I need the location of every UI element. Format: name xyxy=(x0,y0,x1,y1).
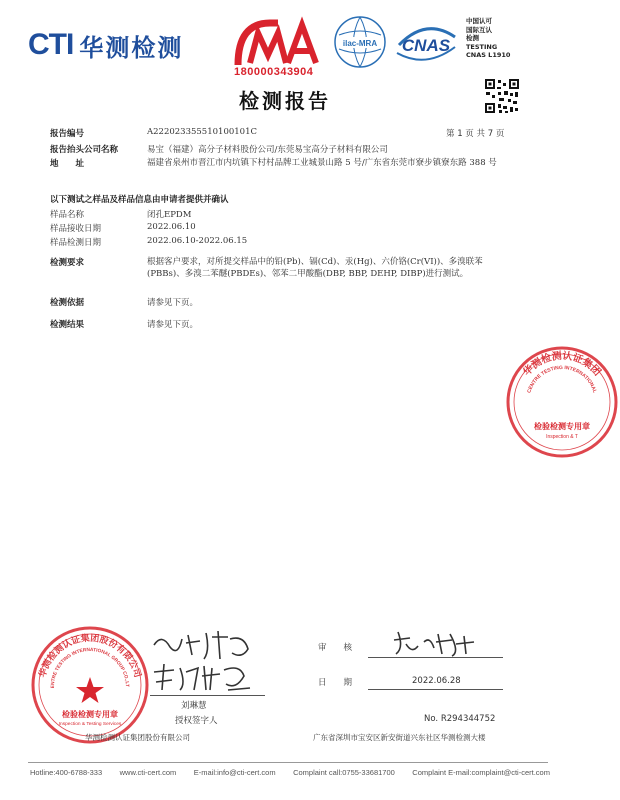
sample-test-value: 2022.06.10-2022.06.15 xyxy=(147,236,248,246)
requirements-label: 检测要求 xyxy=(50,258,85,268)
footer-divider xyxy=(28,762,548,763)
address-label: 地 址 xyxy=(50,159,85,169)
address-value: 福建省泉州市晋江市内坑镇下村村品牌工业城景山路 5 号/广东省东莞市寮步镇寮东路 388 号 xyxy=(147,158,497,168)
cnas-info-line: CNAS L1910 xyxy=(466,51,511,59)
report-number-label: 报告编号 xyxy=(50,129,85,139)
ilac-text: ilac-MRA xyxy=(342,39,378,48)
company-seal-icon xyxy=(30,625,150,745)
seal-left-text-top: 华测检测认证集团股份有限公司 xyxy=(37,633,143,679)
seal-right-text-en: CENTRE TESTING INTERNATIONAL xyxy=(526,364,598,394)
basis-value: 请参见下页。 xyxy=(147,298,199,308)
footer-website[interactable]: www.cti-cert.com xyxy=(119,768,177,777)
seal-left-text-en: ENTRE TESTING INTERNATIONAL GROUP CO.,LT xyxy=(50,647,130,689)
date-label: 日 期 xyxy=(318,678,353,688)
cnas-text: CNAS xyxy=(401,36,451,55)
cti-brand-latin: CTI xyxy=(28,28,74,61)
reviewer-signature-icon xyxy=(390,628,480,658)
cnas-info-line: 检测 xyxy=(466,34,479,42)
signature-bottom-icon xyxy=(150,660,260,696)
cti-brand-cn: 华测检测 xyxy=(79,33,184,62)
cma-number: 180000343904 xyxy=(234,66,314,78)
signer-title: 授权签字人 xyxy=(175,716,218,726)
signature-line xyxy=(150,695,265,696)
ilac-mra-logo-icon xyxy=(333,15,387,69)
sample-intro: 以下测试之样品及样品信息由申请者提供并确认 xyxy=(50,195,229,205)
company-value: 易宝（福建）高分子材料股份公司/东莞易宝高分子材料有限公司 xyxy=(147,145,388,155)
report-title: 检测报告 xyxy=(239,89,331,113)
footer-complaint-email[interactable]: Complaint E-mail:complaint@cti-cert.com xyxy=(412,768,550,777)
requirements-value: 根据客户要求，对所提交样品中的铅(Pb)、镉(Cd)、汞(Hg)、六价铬(Cr(VI))、多溴联苯(PBBs)、多溴二苯醚(PBDEs)、邻苯二甲酸酯(DBP, BBP, DEHP, DIBP)进行测试。 xyxy=(147,257,483,279)
sample-receive-value: 2022.06.10 xyxy=(147,222,196,232)
sample-receive-label: 样品接收日期 xyxy=(50,224,102,234)
results-value: 请参见下页。 xyxy=(147,320,199,330)
sample-test-label: 样品检测日期 xyxy=(50,238,102,248)
results-label: 检测结果 xyxy=(50,320,85,330)
cnas-info-line: TESTING xyxy=(466,42,498,51)
seal-right-text-bottom: 检验检测专用章 xyxy=(534,422,590,431)
footer-complaint-call: Complaint call:0755-33681700 xyxy=(293,768,395,777)
reviewer-line xyxy=(368,657,503,658)
company-name-footer: 华测检测认证集团股份有限公司 xyxy=(85,733,190,742)
sample-name-value: 闭孔EPDM xyxy=(147,210,192,220)
signer-name: 刘琳慧 xyxy=(181,701,207,711)
svg-text:华测检测认证集团 xyxy=(520,349,604,378)
page-info: 第 1 页 共 7 页 xyxy=(446,129,505,139)
footer-email[interactable]: E-mail:info@cti-cert.com xyxy=(193,768,276,777)
report-number-value: A2220233555101001​01C xyxy=(147,127,257,137)
reviewer-label: 审 核 xyxy=(318,643,353,653)
seal-left-text-small: Inspection & Testing Services xyxy=(58,722,122,727)
seal-right-text-top: 华测检测认证集团 xyxy=(521,350,603,379)
basis-label: 检测依据 xyxy=(50,298,85,308)
cnas-logo-icon xyxy=(393,23,459,63)
company-label: 报告抬头公司名称 xyxy=(50,145,119,155)
date-line xyxy=(368,689,503,690)
date-value: 2022.06.28 xyxy=(412,676,461,686)
cnas-info-line: 中国认可 xyxy=(466,17,492,25)
company-address-footer: 广东省深圳市宝安区新安街道兴东社区华测检测大楼 xyxy=(313,733,486,742)
cti-logo xyxy=(28,30,183,60)
footer-hotline: Hotline:400-6788-333 xyxy=(30,768,103,777)
cnas-info xyxy=(466,17,510,60)
seal-left-text-bottom: 检验检测专用章 xyxy=(62,710,118,719)
cnas-info-line: 国际互认 xyxy=(466,25,492,34)
sample-name-label: 样品名称 xyxy=(50,210,85,220)
signature-top-icon xyxy=(148,625,258,665)
report-serial: No. R294344752 xyxy=(424,714,496,724)
inspection-seal-icon xyxy=(505,345,620,460)
seal-right-text-small: Inspection & T xyxy=(546,434,578,440)
report-number-row xyxy=(50,127,84,139)
svg-text:华测检测认证集团股份有限公司 xyxy=(36,632,144,679)
footer xyxy=(30,768,550,777)
